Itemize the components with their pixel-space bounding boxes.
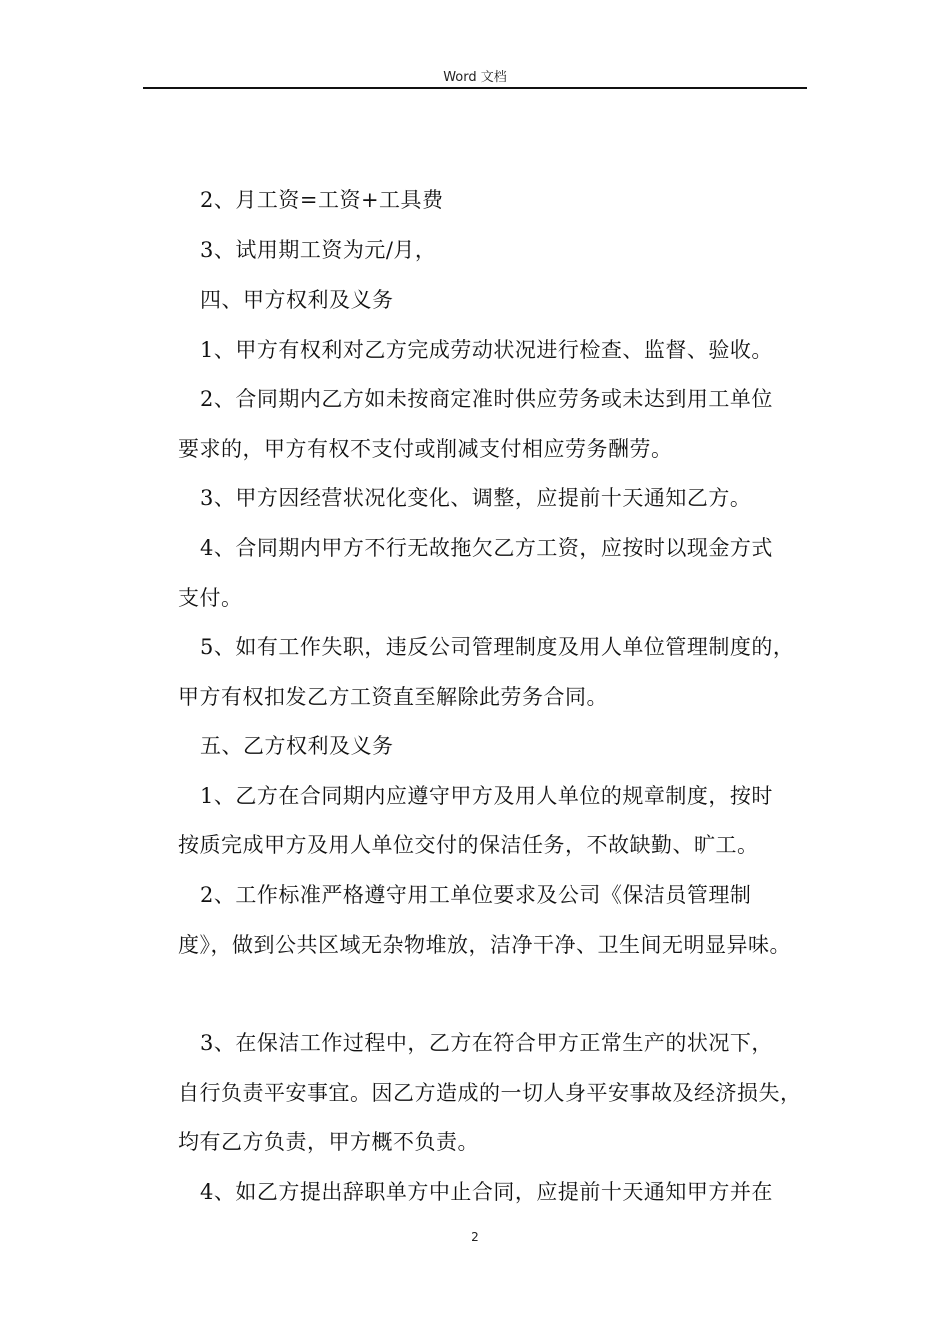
- body-line-18: 自行负责平安事宜。因乙方造成的一切人身平安事故及经济损失，: [178, 1081, 802, 1105]
- body-line-10: 5、如有工作失职，违反公司管理制度及用人单位管理制度的，: [200, 635, 795, 659]
- body-line-15: 2、工作标准严格遵守用工单位要求及公司《保洁员管理制: [200, 883, 752, 907]
- body-line-8: 4、合同期内甲方不行无故拖欠乙方工资，应按时以现金方式: [200, 536, 773, 560]
- body-line-7: 3、甲方因经营状况化变化、调整，应提前十天通知乙方。: [200, 486, 752, 510]
- body-line-4: 1、甲方有权利对乙方完成劳动状况进行检查、监督、验收。: [200, 338, 773, 362]
- body-line-5: 2、合同期内乙方如未按商定准时供应劳务或未达到用工单位: [200, 387, 773, 411]
- body-line-2: 3、试用期工资为元/月，: [200, 238, 437, 262]
- body-line-20: 4、如乙方提出辞职单方中止合同，应提前十天通知甲方并在: [200, 1180, 773, 1204]
- body-line-1: 2、月工资=工资+工具费: [200, 188, 444, 212]
- section-heading-5: 五、乙方权利及义务: [200, 734, 394, 758]
- body-line-19: 均有乙方负责，甲方概不负责。: [178, 1130, 479, 1154]
- document-header: Word 文档: [443, 70, 507, 85]
- page-number: 2: [471, 1230, 479, 1244]
- body-line-14: 按质完成甲方及用人单位交付的保洁任务，不故缺勤、旷工。: [178, 833, 759, 857]
- body-line-16: 度》，做到公共区域无杂物堆放，洁净干净、卫生间无明显异味。: [178, 933, 791, 957]
- body-line-6: 要求的，甲方有权不支付或削减支付相应劳务酬劳。: [178, 437, 673, 461]
- body-line-17: 3、在保洁工作过程中，乙方在符合甲方正常生产的状况下，: [200, 1031, 773, 1055]
- body-line-11: 甲方有权扣发乙方工资直至解除此劳务合同。: [178, 685, 608, 709]
- body-line-13: 1、乙方在合同期内应遵守甲方及用人单位的规章制度，按时: [200, 784, 773, 808]
- header-divider: [143, 87, 807, 89]
- body-line-9: 支付。: [178, 586, 243, 610]
- section-heading-4: 四、甲方权利及义务: [200, 288, 394, 312]
